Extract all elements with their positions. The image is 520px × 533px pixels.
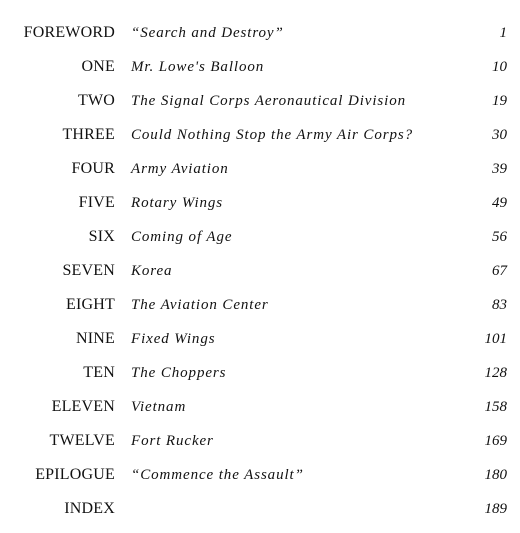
toc-entry xyxy=(0,293,520,327)
page-number: 128 xyxy=(484,365,507,381)
chapter-title: Mr. Lowe's Balloon xyxy=(131,59,265,75)
chapter-number: TEN xyxy=(83,364,115,381)
chapter-number: EPILOGUE xyxy=(35,466,115,483)
toc-entry xyxy=(0,497,520,531)
chapter-title: “Commence the Assault” xyxy=(131,467,304,483)
chapter-title: Rotary Wings xyxy=(131,195,224,211)
chapter-title: Coming of Age xyxy=(131,229,233,245)
chapter-title: Fixed Wings xyxy=(131,331,216,347)
chapter-title: Fort Rucker xyxy=(131,433,214,449)
chapter-number: ELEVEN xyxy=(51,398,115,415)
page-number: 39 xyxy=(492,161,507,177)
toc-entry xyxy=(0,55,520,89)
chapter-number: SIX xyxy=(88,228,115,245)
page-number: 10 xyxy=(492,59,507,75)
toc-entry xyxy=(0,429,520,463)
toc-entry xyxy=(0,327,520,361)
chapter-title: Vietnam xyxy=(131,399,187,415)
toc-entry xyxy=(0,361,520,395)
chapter-number: NINE xyxy=(75,330,115,347)
page-number: 30 xyxy=(492,127,507,143)
chapter-title: Korea xyxy=(131,263,173,279)
chapter-title: The Signal Corps Aeronautical Division xyxy=(131,93,407,109)
chapter-title: “Search and Destroy” xyxy=(131,25,284,41)
toc-entry xyxy=(0,463,520,497)
page-number: 67 xyxy=(492,263,507,279)
chapter-title: Could Nothing Stop the Army Air Corps? xyxy=(131,127,414,143)
toc-entry xyxy=(0,191,520,225)
chapter-number: INDEX xyxy=(64,500,115,517)
chapter-number: FOREWORD xyxy=(23,24,115,41)
table-of-contents xyxy=(0,21,520,531)
chapter-number: TWO xyxy=(77,92,115,109)
chapter-number: FIVE xyxy=(78,194,115,211)
page-number: 158 xyxy=(484,399,507,415)
toc-entry xyxy=(0,89,520,123)
toc-entry xyxy=(0,157,520,191)
toc-entry xyxy=(0,21,520,55)
chapter-number: EIGHT xyxy=(66,296,115,313)
page-number: 180 xyxy=(484,467,507,483)
page-number: 169 xyxy=(484,433,507,449)
page-number: 19 xyxy=(492,93,507,109)
page-number: 83 xyxy=(492,297,507,313)
toc-entry xyxy=(0,225,520,259)
toc-entry xyxy=(0,395,520,429)
toc-entry xyxy=(0,123,520,157)
chapter-number: TWELVE xyxy=(49,432,115,449)
chapter-number: FOUR xyxy=(71,160,115,177)
chapter-title: The Choppers xyxy=(131,365,227,381)
chapter-title: Army Aviation xyxy=(131,161,229,177)
page-number: 49 xyxy=(492,195,507,211)
page-number: 1 xyxy=(499,25,507,41)
chapter-number: THREE xyxy=(62,126,115,143)
chapter-title: The Aviation Center xyxy=(131,297,269,313)
page-number: 101 xyxy=(484,331,507,347)
chapter-number: SEVEN xyxy=(62,262,115,279)
chapter-number: ONE xyxy=(81,58,115,75)
page-number: 56 xyxy=(492,229,507,245)
toc-entry xyxy=(0,259,520,293)
page-number: 189 xyxy=(484,501,507,517)
